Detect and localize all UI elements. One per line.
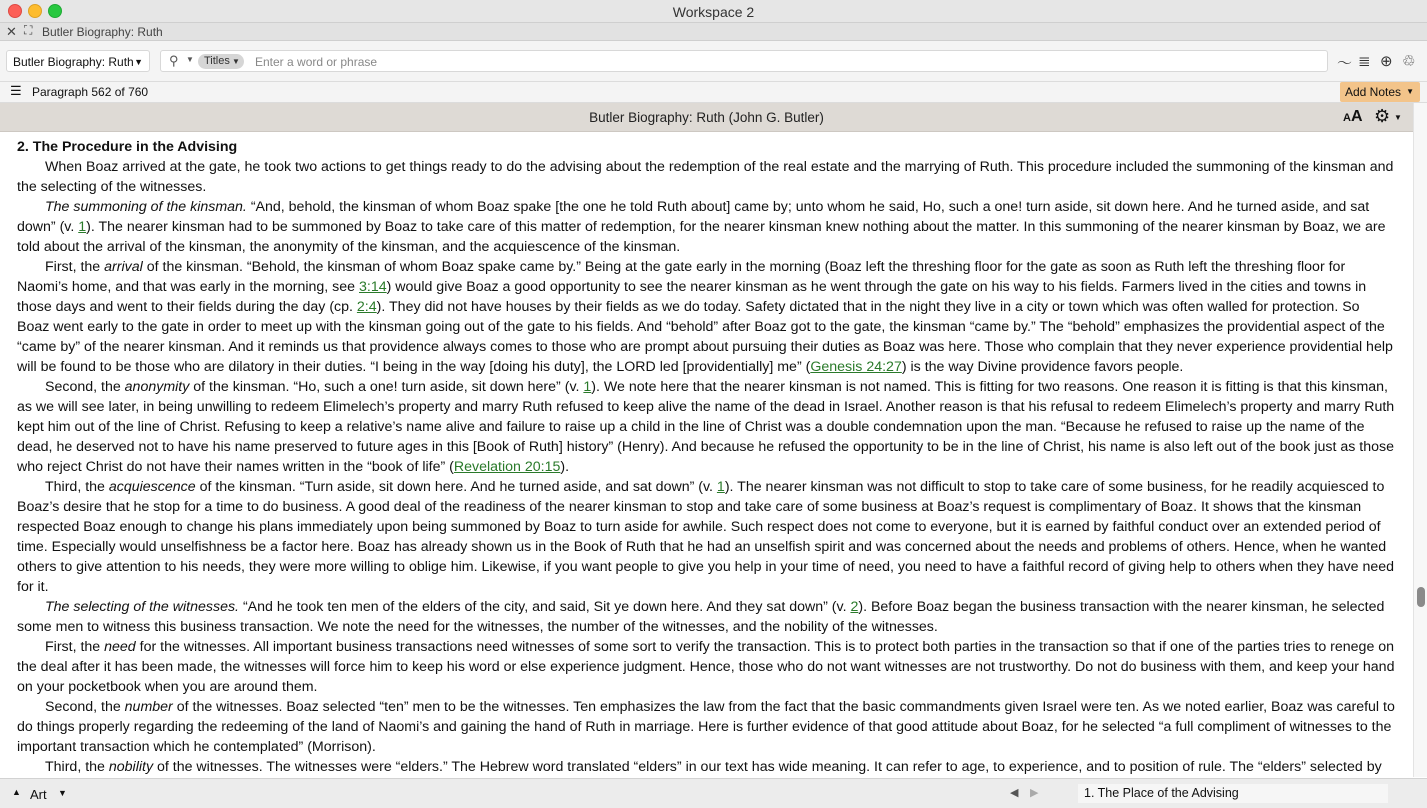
- search-input[interactable]: [253, 53, 1317, 71]
- list-lines-icon[interactable]: ≣: [1358, 53, 1371, 70]
- scripture-link[interactable]: 1: [78, 219, 87, 235]
- font-size-icon[interactable]: AA: [1343, 108, 1363, 125]
- scripture-link[interactable]: Genesis 24:27: [810, 359, 902, 375]
- search-icon[interactable]: ⚲: [169, 53, 179, 68]
- paragraph: When Boaz arrived at the gate, he took two actions to get things ready to do the advising about the redemption of the real estate and the marrying of Ruth. This procedure included the summoning of the kinsman and the selecting of the witnesses.: [17, 159, 1394, 195]
- panel-header: [0, 103, 1413, 132]
- text: of the kinsman. “Ho, such a one! turn aside, sit down here” (v.: [189, 379, 584, 395]
- resource-selector[interactable]: [6, 50, 150, 72]
- chevron-down-icon: ▼: [1406, 87, 1414, 96]
- font-size-small-glyph: A: [1343, 112, 1351, 124]
- current-section[interactable]: 1. The Place of the Advising: [1078, 784, 1388, 803]
- emphasis: number: [124, 699, 173, 715]
- chevron-down-icon[interactable]: ▼: [1394, 113, 1402, 122]
- close-icon[interactable]: ✕: [6, 24, 17, 39]
- add-notes-label: Add Notes: [1345, 85, 1402, 99]
- expand-icon[interactable]: ⛶: [24, 23, 33, 37]
- paragraph: [17, 377, 1395, 477]
- text: ).: [560, 459, 570, 475]
- emphasis: acquiescence: [108, 479, 196, 495]
- emphasis: nobility: [108, 759, 154, 775]
- text: ). The nearer kinsman was not difficult to stop to take care of some business, for he readily acquiesced to Boaz’s desire that he stop for a time to do business. A good deal of the readiness of the nearer kinsman to stop and take care of some business at Boaz’s request is complimentary of Boaz. It shows that the kinsman respected Boaz enough to change his plans immediately upon being summoned by Boaz to turn aside for awhile. Such respect does not come to everyone, but it is earned by faithful conduct over an extended period of time. Especially would unselfishness be a factor here. Boaz has already shown us in the Book of Ruth that he had an unselfish spirit and was concerned about the needs and problems of others. Hence, when he wanted others to give attention to his needs, they were more willing to oblige him. Likewise, if you want people to give you help in your time of need, you need to have a faithful record of giving help to others when they have need for it.: [17, 479, 1395, 595]
- search-box: [160, 50, 1328, 72]
- text: Third, the: [45, 759, 109, 775]
- scripture-link[interactable]: 2: [850, 599, 859, 615]
- emphasis: anonymity: [124, 379, 190, 395]
- paragraph: [17, 637, 1395, 697]
- text: “And he took ten men of the elders of the city, and said, Sit ye down here. And they sat down” (v.: [239, 599, 851, 615]
- document-content: [17, 137, 1395, 777]
- paragraph: [17, 477, 1395, 597]
- resource-selector-label: Butler Biography: Ruth: [13, 55, 134, 69]
- paragraph-indicator: Paragraph 562 of 760: [32, 85, 149, 99]
- text: of the kinsman. “Turn aside, sit down here. And he turned aside, and sat down” (v.: [195, 479, 717, 495]
- recycle-icon[interactable]: ♲: [1402, 53, 1416, 70]
- forward-arrow-icon[interactable]: ▶: [1030, 787, 1039, 799]
- scripture-link[interactable]: 2:4: [356, 299, 377, 315]
- paragraph: [17, 257, 1395, 377]
- emphasis: The selecting of the witnesses.: [45, 599, 239, 615]
- scripture-link[interactable]: 1: [583, 379, 592, 395]
- text: Third, the: [45, 479, 109, 495]
- text: Second, the: [45, 379, 125, 395]
- paragraph: [17, 197, 1395, 257]
- scrollbar-thumb[interactable]: [1417, 587, 1425, 607]
- tab-bar: [0, 23, 1427, 41]
- gear-icon[interactable]: ⚙: [1374, 106, 1391, 126]
- text: ). Before Boaz began the business transaction with the nearer kinsman, he selected some men to witness this business transaction. We note the need for the witnesses, the number of the witnesses, and the nobility of the witnesses.: [17, 599, 1385, 635]
- emphasis: need: [104, 639, 136, 655]
- text: “And, behold, the kinsman of whom Boaz spake [the one he told Ruth about] came by; unto whom he said, Ho, such a one! turn aside, sit down here. And he turned aside, and sat down” (v.: [17, 199, 1370, 235]
- scripture-link[interactable]: Revelation 20:15: [453, 459, 561, 475]
- panel-title: Butler Biography: Ruth (John G. Butler): [589, 110, 824, 125]
- navigation-bar: [0, 82, 1427, 103]
- toolbar: [0, 41, 1427, 82]
- add-notes-button[interactable]: [1340, 82, 1420, 102]
- scripture-link[interactable]: 3:14: [359, 279, 387, 295]
- text: ). They did not have houses by their fields as we do today. Safety dictated that in the night they live in a city or town which was often walled for protection. So Boaz went early to the gate in order to meet up with the kinsman going out of the gate to his fields. And “behold” after Boaz got to the gate, the kinsman “came by.” The “behold” emphasizes the providential aspect of the “came by” of the nearer kinsman. And it reminds us that providence always comes to those who are prompt about pursuing their duties as Boaz was here. Those who complain that they never experience providential help will be found to be those who are dilatory in their duties. “I being in the way [doing his duty], the LORD led [providentially] me” (: [17, 299, 1393, 375]
- text: First, the: [45, 639, 105, 655]
- chevron-down-icon[interactable]: ▼: [186, 55, 194, 64]
- text: ). The nearer kinsman had to be summoned by Boaz to take care of this matter of redemption, for the nearer kinsman knew nothing about the matter. In this summoning of the nearer kinsman by Boaz, we are told about the arrival of the kinsman, the anonymity of the kinsman, and the acquiescence of the kinsman.: [17, 219, 1386, 255]
- chevron-down-icon[interactable]: ▼: [58, 788, 67, 798]
- scripture-link[interactable]: 1: [716, 479, 725, 495]
- section-heading: 2. The Procedure in the Advising: [17, 139, 238, 155]
- text: ) would give Boaz a good opportunity to see the nearer kinsman as he went through the gate on his way to his fields. Farmers lived in the cities and towns in those days and went to their fields during the day (cp.: [17, 279, 1367, 315]
- plus-circle-icon[interactable]: ⊕: [1380, 53, 1393, 70]
- paragraph: [17, 597, 1395, 637]
- chevron-down-icon: ▼: [231, 57, 240, 66]
- text: of the witnesses. Boaz selected “ten” men to be the witnesses. Ten emphasizes the law from the fact that the basic commandments given Israel were ten. As we noted earlier, Boaz was careful to do things properly regarding the redeeming of the land of Naomi’s and gaining the hand of Ruth in marriage. Here is further evidence of that good attitude about Boaz, for he selected “a full compliment of witnesses to the important transaction which he contemplated” (Morrison).: [17, 699, 1395, 755]
- text: First, the: [45, 259, 105, 275]
- chevron-down-icon: ▼: [134, 57, 143, 67]
- text: for the witnesses. All important business transactions need witnesses of some sort to verify the transaction. This is to protect both parties in the transaction so that if one of the parties tries to renege on the deal after it has been made, the witnesses will force him to keep his word or else experience judgment. Hence, those who do not want witnesses are not trustworthy. Do not do business with them, and keep your hand on your pocketbook when you are around them.: [17, 639, 1395, 695]
- text: of the witnesses. The witnesses were “elders.” The Hebrew word translated “elders” in our text has wide meaning. It can refer to age, to experience, and to position of rule. The “elders” selected by: [156, 759, 1382, 775]
- bottom-panel-label[interactable]: Art: [30, 787, 47, 802]
- search-scope-pill[interactable]: [198, 54, 244, 69]
- text: ) is the way Divine providence favors people.: [901, 359, 1184, 375]
- back-arrow-icon[interactable]: ◀: [1010, 787, 1019, 799]
- search-scope-label: Titles: [204, 55, 230, 67]
- chevron-up-icon[interactable]: ▲: [12, 787, 21, 797]
- text: of the kinsman. “Behold, the kinsman of whom Boaz spake came by.” Being at the gate early in the morning (Boaz left the threshing floor for the gate as soon as Ruth left the threshing floor for Naomi’s home, and that was early in the morning, see: [17, 259, 1346, 295]
- tab-label[interactable]: Butler Biography: Ruth: [42, 25, 163, 39]
- window-titlebar: [0, 0, 1427, 23]
- window-title: Workspace 2: [672, 4, 755, 20]
- text: Second, the: [45, 699, 125, 715]
- paragraph: [17, 757, 1395, 777]
- paragraph: [17, 697, 1395, 757]
- text: ). We note here that the nearer kinsman is not named. This is fitting for two reasons. One reason it is fitting is that this kinsman, as we will see later, in being unwilling to redeem Elimelech’s property and marry Ruth refused to keep alive the name of the dead in Israel. Another reason is that his refusal to redeem Elimelech’s property and marry Ruth kept him out of the line of Christ. Refusing to keep a relative’s name alive and failure to raise up a child in the line of Christ was a double condemnation upon the man. “Because he refused to raise up the name of the dead, he deserved not to have his name preserved to future ages in this [Book of Ruth] history” (Henry). And because he refused the opportunity to be in the line of Christ, his name is also left out of the book just as those who reject Christ do not have their names written in the “book of life” (: [17, 379, 1395, 475]
- wave-icon[interactable]: 〜: [1337, 55, 1353, 72]
- list-icon[interactable]: ☰: [10, 83, 22, 98]
- vertical-scrollbar[interactable]: [1413, 103, 1427, 777]
- bottom-bar: [0, 778, 1427, 808]
- emphasis: arrival: [104, 259, 143, 275]
- emphasis: The summoning of the kinsman.: [45, 199, 247, 215]
